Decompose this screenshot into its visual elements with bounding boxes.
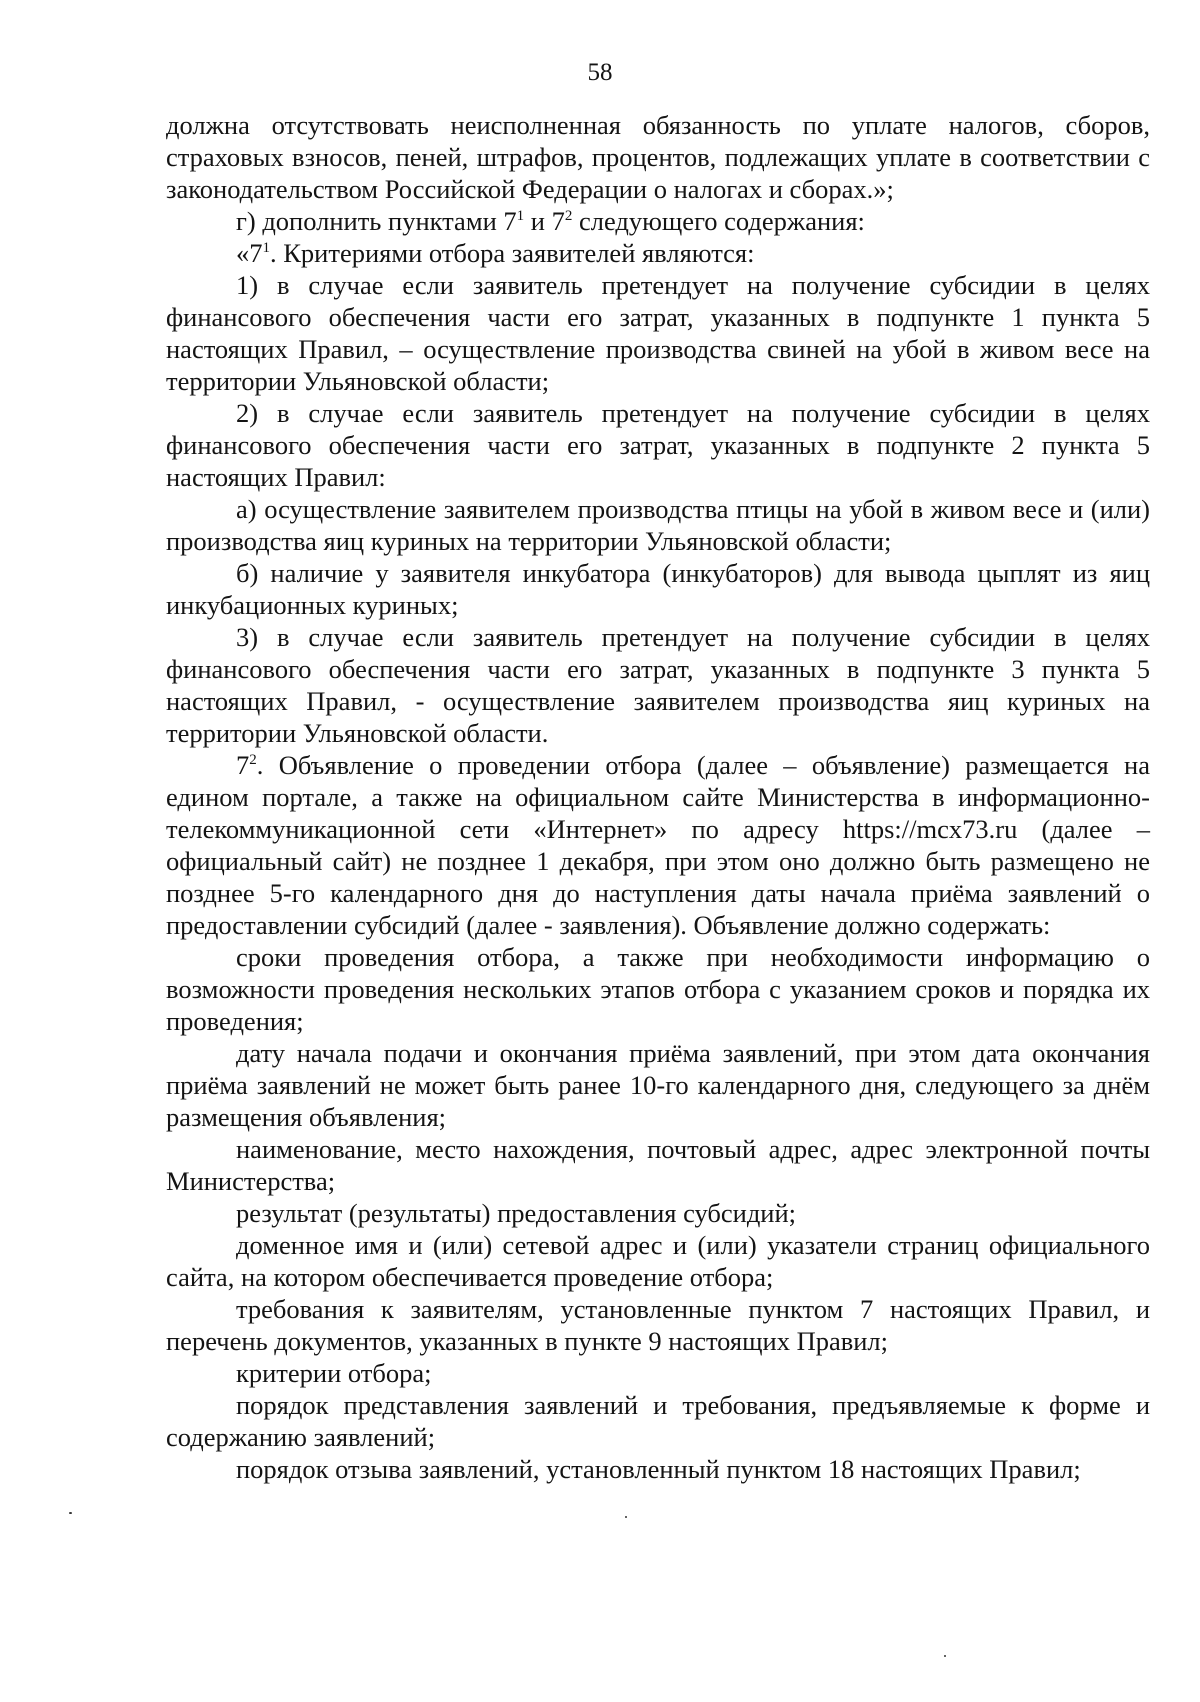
paragraph-announcement-results: результат (результаты) предоставления субсидий;	[236, 1198, 797, 1228]
paragraph-announcement-submission: порядок представления заявлений и требования, предъявляемые к форме и содержанию заявлений;	[166, 1390, 1150, 1452]
paragraph-announcement-domain: доменное имя и (или) сетевой адрес и (или) указатели страниц официального сайта, на котором обеспечивается проведение отбора;	[166, 1230, 1150, 1292]
paragraph-announcement-criteria: критерии отбора;	[236, 1358, 432, 1388]
paragraph-criteria-2b: б) наличие у заявителя инкубатора (инкубаторов) для вывода цыплят из яиц инкубационных куриных;	[166, 558, 1150, 620]
paragraph-clause-7-2	[166, 749, 1150, 941]
paragraph-amendment-g	[166, 205, 1150, 237]
page-number: 58	[587, 59, 613, 86]
text-fragment: следующего содержания:	[572, 206, 865, 236]
text-fragment: 7	[236, 750, 250, 780]
paragraph-criteria-1: 1) в случае если заявитель претендует на получение субсидии в целях финансового обеспечения части его затрат, указанных в подпункте 1 пункта 5 настоящих Правил, – осуществление производства свиней на убой в живом весе на территории Ульяновской области;	[166, 270, 1150, 396]
superscript: 2	[564, 208, 573, 225]
superscript: 1	[516, 208, 525, 225]
paragraph-announcement-terms: сроки проведения отбора, а также при необходимости информацию о возможности проведения нескольких этапов отбора с указанием сроков и порядка их проведения;	[166, 942, 1150, 1036]
text-fragment: и 7	[524, 206, 565, 236]
text-fragment: . Критериями отбора заявителей являются:	[270, 238, 755, 268]
paragraph-announcement-withdrawal: порядок отзыва заявлений, установленный пунктом 18 настоящих Правил;	[236, 1454, 1081, 1484]
document-body	[166, 109, 1150, 1485]
superscript: 2	[249, 752, 257, 769]
paragraph-tax-obligation: должна отсутствовать неисполненная обязанность по уплате налогов, сборов, страховых взносов, пеней, штрафов, процентов, подлежащих уплате в соответствии с законодательством Российской Федерации о налогах и сборах.»;	[166, 110, 1150, 204]
scan-speck	[69, 1512, 72, 1514]
paragraph-criteria-2: 2) в случае если заявитель претендует на получение субсидии в целях финансового обеспечения части его затрат, указанных в подпункте 2 пункта 5 настоящих Правил:	[166, 398, 1150, 492]
paragraph-criteria-3: 3) в случае если заявитель претендует на получение субсидии в целях финансового обеспечения части его затрат, указанных в подпункте 3 пункта 5 настоящих Правил, - осуществление заявителем производства яиц куриных на территории Ульяновской области.	[166, 622, 1150, 748]
paragraph-announcement-contacts: наименование, место нахождения, почтовый адрес, адрес электронной почты Министерства;	[166, 1134, 1150, 1196]
scan-speck	[625, 1516, 627, 1518]
text-fragment: г) дополнить пунктами 7	[236, 206, 517, 236]
text-fragment: . Объявление о проведении отбора (далее – объявление) размещается на едином портале, а также на официальном сайте Министерства в информационно-телекоммуникационной сети «Интернет» по адресу https://mcx73.ru (далее – официальный сайт) не позднее 1 декабря, при этом оно должно быть размещено не позднее 5-го календарного дня до наступления даты начала приёма заявлений о предоставлении субсидий (далее - заявления). Объявление должно содержать:	[166, 750, 1150, 940]
scan-speck	[944, 1655, 946, 1657]
paragraph-criteria-2a: а) осуществление заявителем производства птицы на убой в живом весе и (или) производства яиц куриных на территории Ульяновской области;	[166, 494, 1150, 556]
paragraph-announcement-requirements: требования к заявителям, установленные пунктом 7 настоящих Правил, и перечень документов, указанных в пункте 9 настоящих Правил;	[166, 1294, 1150, 1356]
text-fragment: «7	[236, 238, 263, 268]
superscript: 1	[262, 240, 270, 257]
paragraph-announcement-dates: дату начала подачи и окончания приёма заявлений, при этом дата окончания приёма заявлений не может быть ранее 10-го календарного дня, следующего за днём размещения объявления;	[166, 1038, 1150, 1132]
paragraph-clause-7-1	[166, 237, 1150, 269]
